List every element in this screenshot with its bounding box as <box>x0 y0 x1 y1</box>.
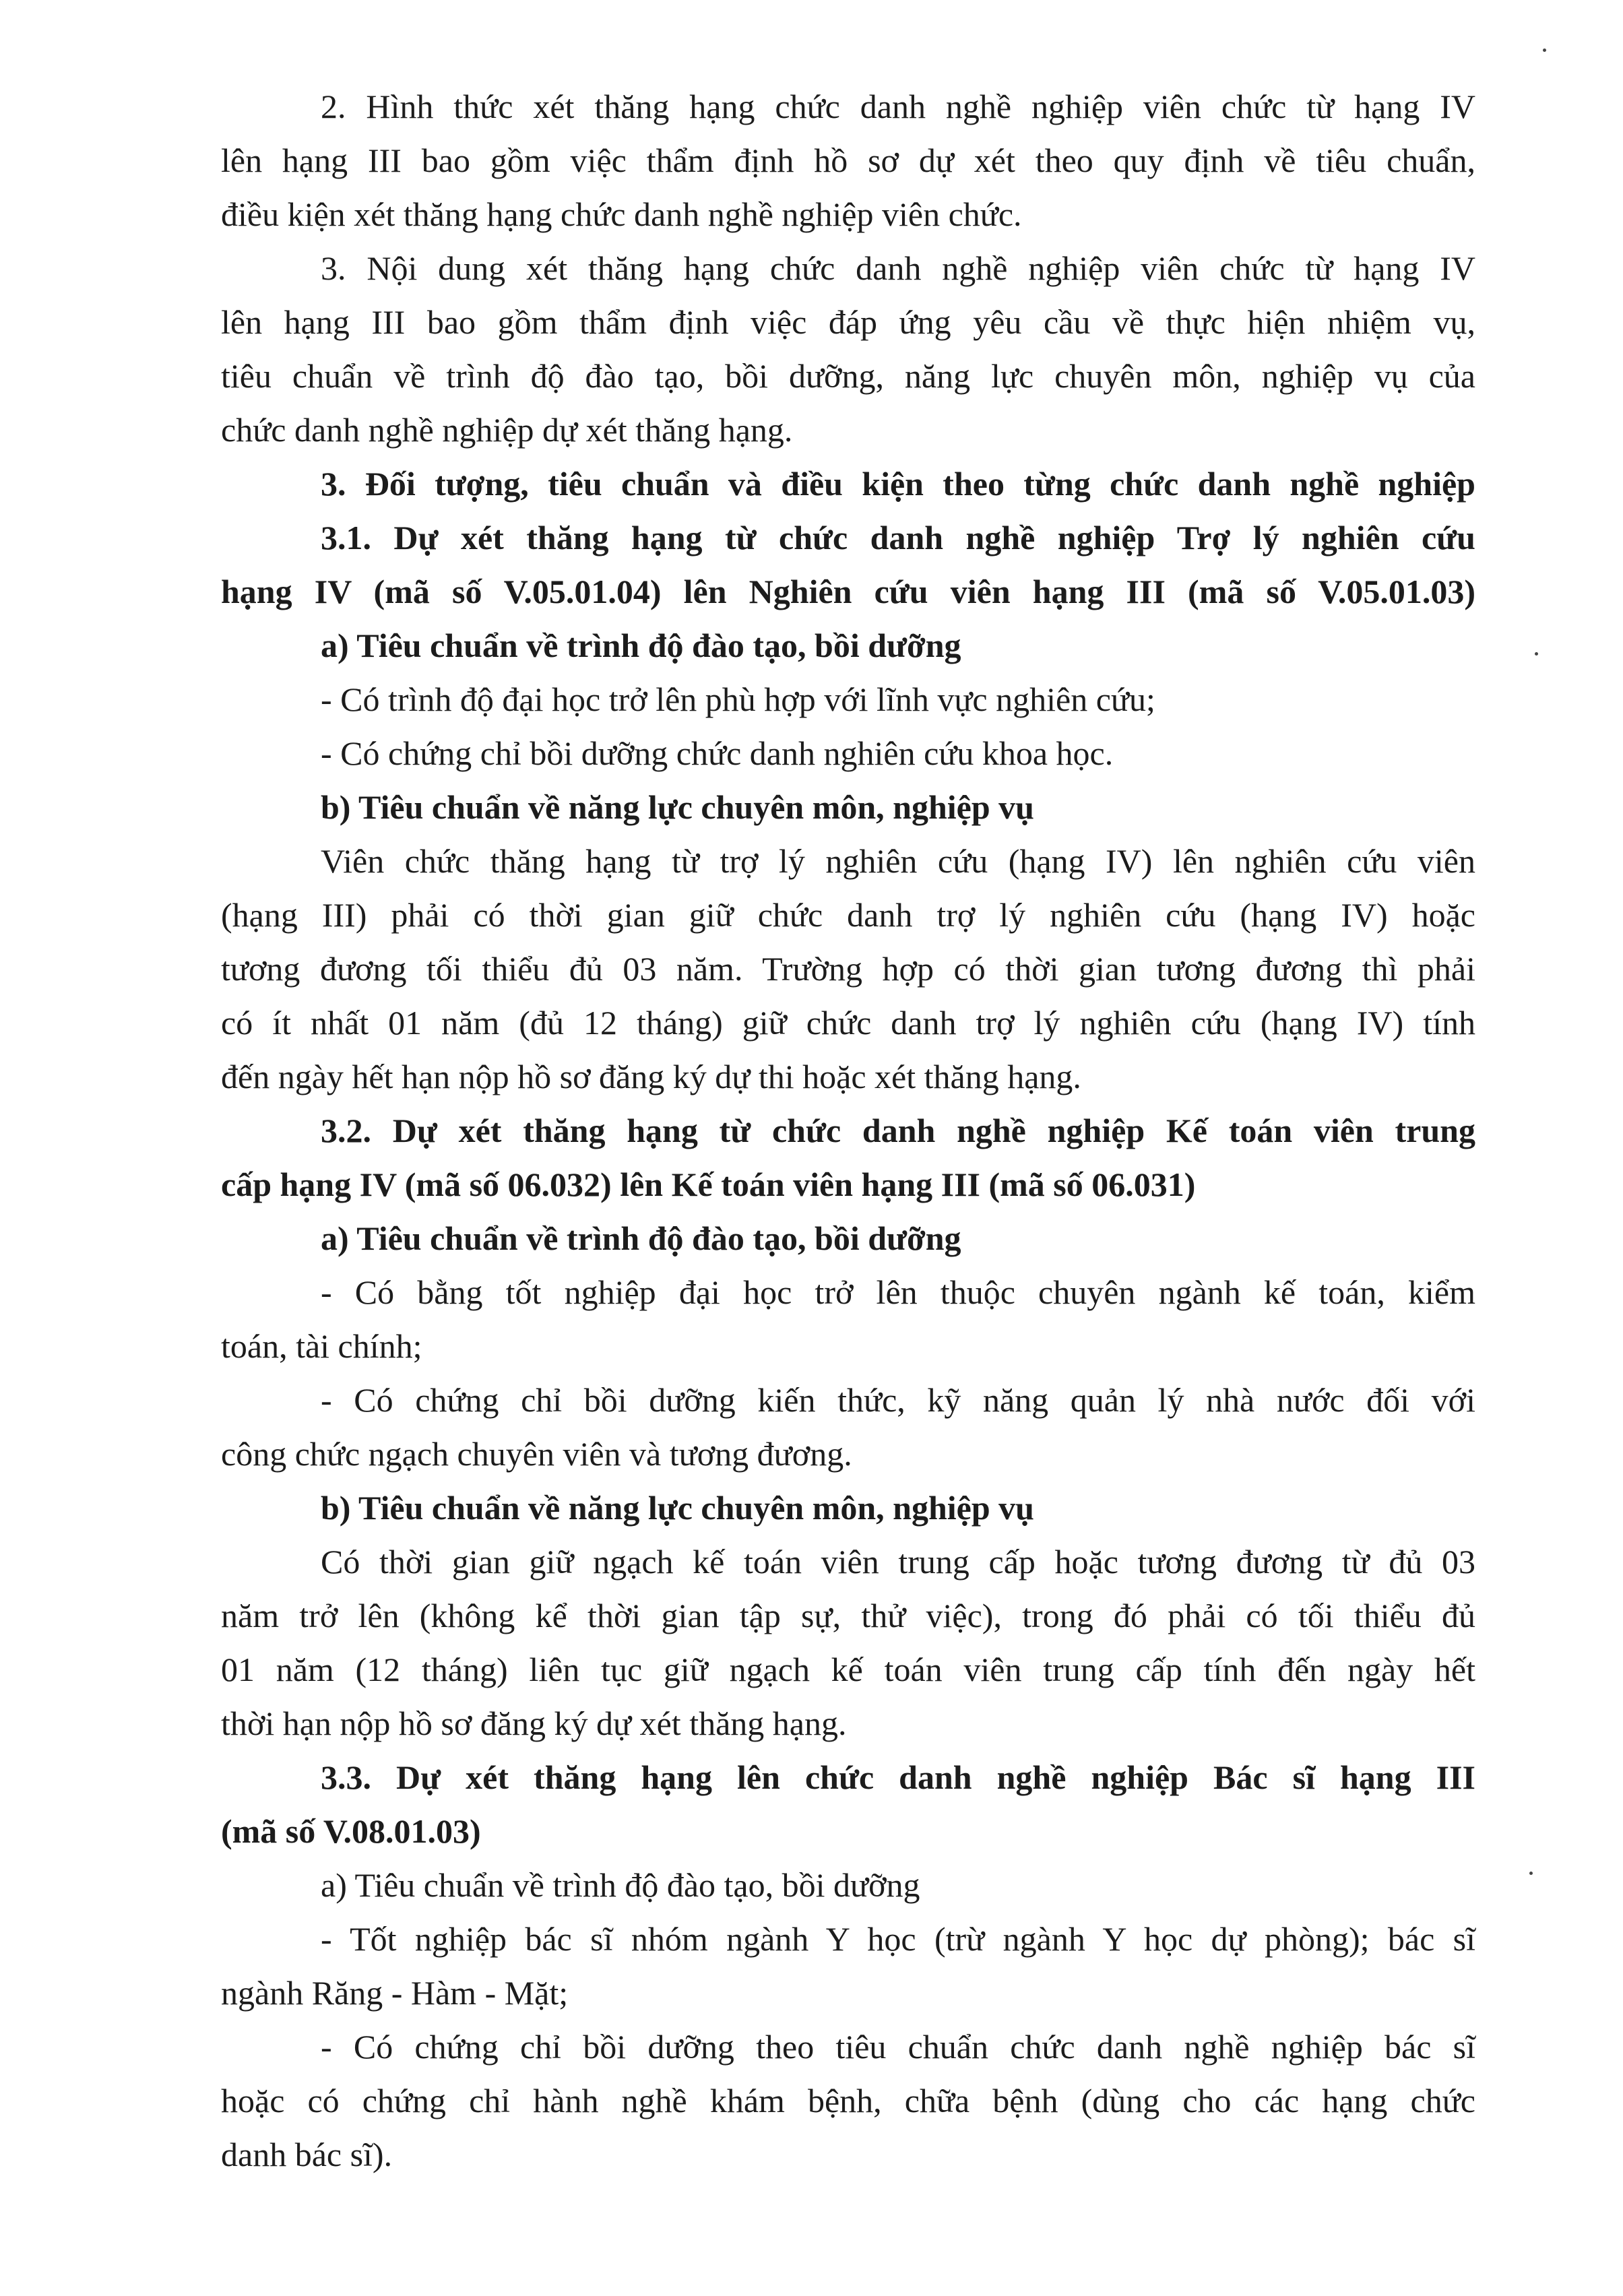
text-line: năm trở lên (không kể thời gian tập sự, thử việc), trong đó phải có tối thiểu đủ <box>221 1597 1475 1634</box>
heading-line: b) Tiêu chuẩn về năng lực chuyên môn, nghiệp vụ <box>321 1489 1034 1527</box>
heading-line: 3. Đối tượng, tiêu chuẩn và điều kiện theo từng chức danh nghề nghiệp <box>321 465 1475 503</box>
text-line: 01 năm (12 tháng) liên tục giữ ngạch kế toán viên trung cấp tính đến ngày hết <box>221 1651 1475 1688</box>
text-line: - Có bằng tốt nghiệp đại học trở lên thuộc chuyên ngành kế toán, kiểm <box>321 1273 1475 1311</box>
heading-line: a) Tiêu chuẩn về trình độ đào tạo, bồi dưỡng <box>321 1219 961 1257</box>
scan-speck <box>1529 1872 1533 1875</box>
text-line: hoặc có chứng chỉ hành nghề khám bệnh, chữa bệnh (dùng cho các hạng chức <box>221 2082 1475 2119</box>
text-line: 2. Hình thức xét thăng hạng chức danh nghề nghiệp viên chức từ hạng IV <box>321 88 1475 125</box>
text-line: Có thời gian giữ ngạch kế toán viên trung cấp hoặc tương đương từ đủ 03 <box>321 1543 1475 1581</box>
text-line: thời hạn nộp hồ sơ đăng ký dự xét thăng hạng. <box>221 1704 847 1742</box>
text-line: lên hạng III bao gồm thẩm định việc đáp ứng yêu cầu về thực hiện nhiệm vụ, <box>221 303 1475 341</box>
text-line: tiêu chuẩn về trình độ đào tạo, bồi dưỡng, năng lực chuyên môn, nghiệp vụ của <box>221 357 1475 395</box>
text-line: - Có chứng chỉ bồi dưỡng theo tiêu chuẩn chức danh nghề nghiệp bác sĩ <box>321 2028 1475 2066</box>
text-line: (hạng III) phải có thời gian giữ chức danh trợ lý nghiên cứu (hạng IV) hoặc <box>221 896 1475 934</box>
text-line: - Tốt nghiệp bác sĩ nhóm ngành Y học (trừ ngành Y học dự phòng); bác sĩ <box>321 1920 1475 1958</box>
heading-line: cấp hạng IV (mã số 06.032) lên Kế toán viên hạng III (mã số 06.031) <box>221 1166 1196 1203</box>
heading-line: b) Tiêu chuẩn về năng lực chuyên môn, nghiệp vụ <box>321 788 1034 826</box>
text-line: ngành Răng - Hàm - Mặt; <box>221 1974 569 2012</box>
text-line: danh bác sĩ). <box>221 2136 393 2173</box>
heading-line: 3.2. Dự xét thăng hạng từ chức danh nghề nghiệp Kế toán viên trung <box>321 1112 1475 1149</box>
text-line: chức danh nghề nghiệp dự xét thăng hạng. <box>221 411 793 449</box>
heading-line: 3.3. Dự xét thăng hạng lên chức danh nghề nghiệp Bác sĩ hạng III <box>321 1758 1475 1796</box>
text-line: toán, tài chính; <box>221 1327 422 1365</box>
text-line: - Có trình độ đại học trở lên phù hợp với lĩnh vực nghiên cứu; <box>321 680 1155 718</box>
scan-speck <box>1543 49 1546 52</box>
heading-line: hạng IV (mã số V.05.01.04) lên Nghiên cứu viên hạng III (mã số V.05.01.03) <box>221 573 1475 610</box>
heading-line: a) Tiêu chuẩn về trình độ đào tạo, bồi dưỡng <box>321 627 961 664</box>
text-line: - Có chứng chỉ bồi dưỡng chức danh nghiên cứu khoa học. <box>321 734 1114 772</box>
text-line: - Có chứng chỉ bồi dưỡng kiến thức, kỹ năng quản lý nhà nước đối với <box>321 1381 1475 1419</box>
heading-line: 3.1. Dự xét thăng hạng từ chức danh nghề nghiệp Trợ lý nghiên cứu <box>321 519 1475 556</box>
text-line: 3. Nội dung xét thăng hạng chức danh nghề nghiệp viên chức từ hạng IV <box>321 249 1475 287</box>
text-line: công chức ngạch chuyên viên và tương đương. <box>221 1435 852 1473</box>
text-line: đến ngày hết hạn nộp hồ sơ đăng ký dự thi hoặc xét thăng hạng. <box>221 1058 1081 1095</box>
text-line: lên hạng III bao gồm việc thẩm định hồ sơ dự xét theo quy định về tiêu chuẩn, <box>221 141 1475 179</box>
text-line: tương đương tối thiểu đủ 03 năm. Trường hợp có thời gian tương đương thì phải <box>221 950 1475 988</box>
scan-speck <box>1535 652 1538 656</box>
text-line: có ít nhất 01 năm (đủ 12 tháng) giữ chức danh trợ lý nghiên cứu (hạng IV) tính <box>221 1004 1475 1042</box>
heading-line: (mã số V.08.01.03) <box>221 1812 481 1850</box>
document-page <box>221 79 1475 2181</box>
text-line: a) Tiêu chuẩn về trình độ đào tạo, bồi dưỡng <box>321 1866 920 1904</box>
text-line: Viên chức thăng hạng từ trợ lý nghiên cứu (hạng IV) lên nghiên cứu viên <box>321 842 1475 880</box>
text-line: điều kiện xét thăng hạng chức danh nghề nghiệp viên chức. <box>221 195 1022 233</box>
